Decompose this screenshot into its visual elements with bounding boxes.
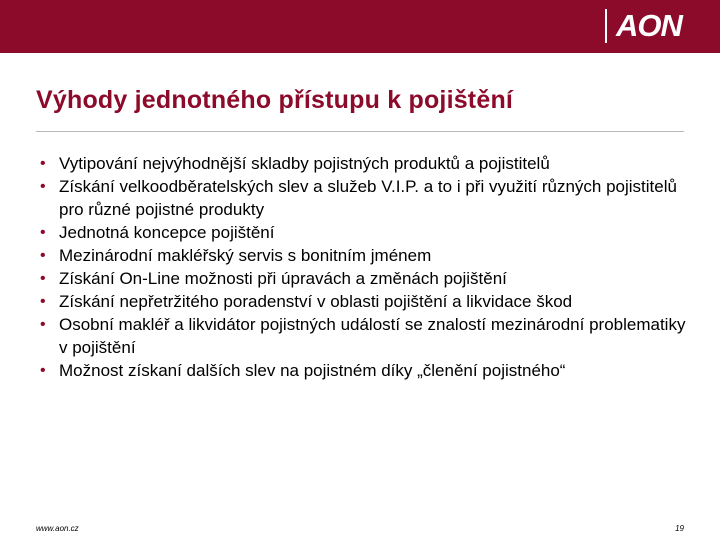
bullet-text: Osobní makléř a likvidátor pojistných událostí se znalostí mezinárodní problematiky v pojištění <box>59 315 686 357</box>
bullet-icon: • <box>40 247 46 264</box>
bullet-icon: • <box>40 270 46 287</box>
bullet-icon: • <box>40 362 46 379</box>
bullet-text: Možnost získaní dalších slev na pojistném díky „členění pojistného“ <box>59 361 566 380</box>
bullet-list <box>40 152 695 382</box>
bullet-icon: • <box>40 224 46 241</box>
bullet-icon: • <box>40 316 46 333</box>
bullet-item <box>40 221 695 244</box>
header-bar <box>0 0 720 53</box>
bullet-icon: • <box>40 178 46 195</box>
bullet-item <box>40 152 695 175</box>
bullet-item <box>40 267 695 290</box>
bullet-item <box>40 290 695 313</box>
bullet-item <box>40 175 695 221</box>
bullet-text: Jednotná koncepce pojištění <box>59 223 275 242</box>
title-divider <box>36 131 684 132</box>
bullet-text: Získání velkoodběratelských slev a služeb V.I.P. a to i při využití různých pojistitelů pro různé pojistné produkty <box>59 177 677 219</box>
bullet-text: Vytipování nejvýhodnější skladby pojistných produktů a pojistitelů <box>59 154 550 173</box>
page-number: 19 <box>675 524 684 533</box>
bullet-icon: • <box>40 155 46 172</box>
bullet-item <box>40 244 695 267</box>
bullet-text: Mezinárodní makléřský servis s bonitním jménem <box>59 246 432 265</box>
footer-url[interactable]: www.aon.cz <box>36 524 79 533</box>
bullet-item <box>40 313 695 359</box>
logo-divider <box>605 9 607 43</box>
slide-title: Výhody jednotného přístupu k pojištění <box>36 86 514 114</box>
bullet-icon: • <box>40 293 46 310</box>
bullet-text: Získání nepřetržitého poradenství v oblasti pojištění a likvidace škod <box>59 292 573 311</box>
aon-logo: AON <box>616 8 682 43</box>
bullet-text: Získání On-Line možnosti při úpravách a změnách pojištění <box>59 269 507 288</box>
bullet-item <box>40 359 695 382</box>
